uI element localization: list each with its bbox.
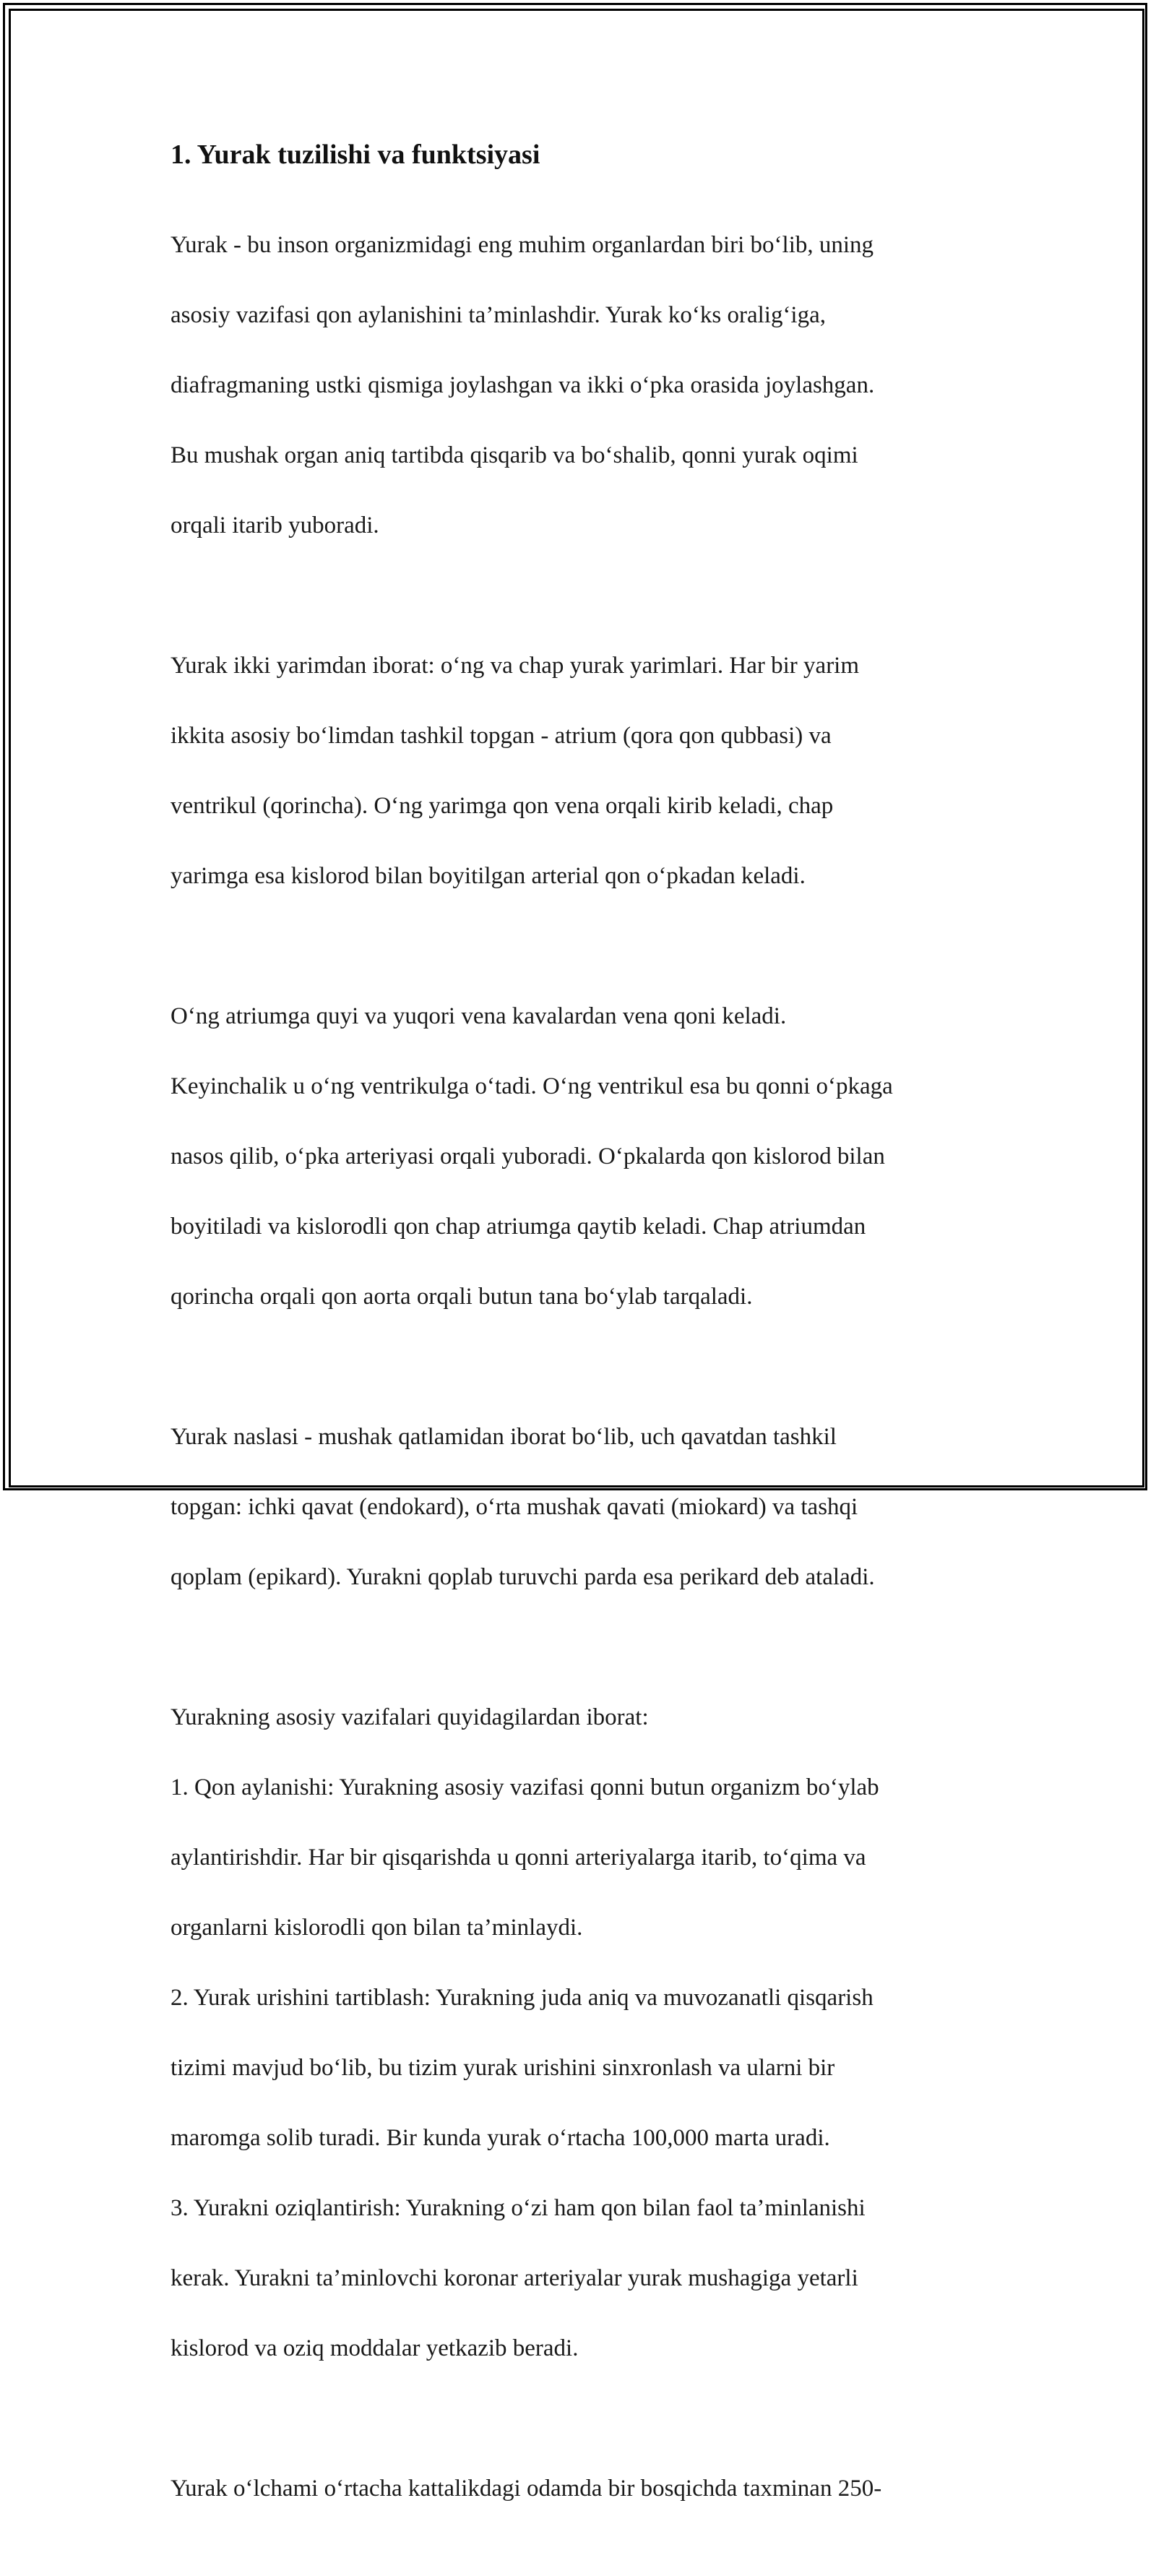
text-line: Yurak ikki yarimdan iborat: o‘ng va chap yurak yarimlari. Har bir yarim xyxy=(171,652,860,679)
paragraph-2 xyxy=(171,613,1023,929)
document-page xyxy=(171,134,1023,2576)
text-line: Yurak naslasi - mushak qatlamidan iborat bo‘lib, uch qavatdan tashkil xyxy=(171,1423,837,1450)
paragraph-5 xyxy=(171,1665,1023,2401)
section-title: 1. Yurak tuzilishi va funktsiyasi xyxy=(171,139,540,170)
text-line: topgan: ichki qavat (endokard), o‘rta mushak qavati (miokard) va tashqi xyxy=(171,1493,858,1520)
text-line: Yurakning asosiy vazifalari quyidagilardan iborat: xyxy=(171,1704,649,1730)
text-line: boyitiladi va kislorodli qon chap atriumga qaytib keladi. Chap atriumdan xyxy=(171,1213,866,1240)
paragraph-4 xyxy=(171,1384,1023,1630)
list-item-line: 3. Yurakni oziqlantirish: Yurakning o‘zi ham qon bilan faol ta’minlanishi xyxy=(171,2194,866,2221)
text-line: qorincha orqali qon aorta orqali butun tana bo‘ylab tarqaladi. xyxy=(171,1283,753,1310)
text-line: ventrikul (qorincha). O‘ng yarimga qon vena orqali kirib keladi, chap xyxy=(171,792,834,819)
text-line: Yurak - bu inson organizmidagi eng muhim organlardan biri bo‘lib, uning xyxy=(171,231,874,258)
paragraph-1 xyxy=(171,192,1023,578)
text-line: O‘ng atriumga quyi va yuqori vena kavalardan vena qoni keladi. xyxy=(171,1003,787,1029)
text-line: ikkita asosiy bo‘limdan tashkil topgan - atrium (qora qon qubbasi) va xyxy=(171,722,832,749)
text-line: aylantirishdir. Har bir qisqarishda u qonni arteriyalarga itarib, to‘qima va xyxy=(171,1844,866,1871)
paragraph-6 xyxy=(171,2436,1023,2541)
text-line: qoplam (epikard). Yurakni qoplab turuvchi parda esa perikard deb ataladi. xyxy=(171,1563,875,1590)
text-line: Yurak o‘lchami o‘rtacha kattalikdagi odamda bir bosqichda taxminan 250- xyxy=(171,2475,882,2502)
text-line: kislorod va oziq moddalar yetkazib beradi. xyxy=(171,2335,579,2361)
list-item-line: 2. Yurak urishini tartiblash: Yurakning juda aniq va muvozanatli qisqarish xyxy=(171,1984,874,2011)
text-line: organlarni kislorodli qon bilan ta’minlaydi. xyxy=(171,1914,583,1941)
text-line: tizimi mavjud bo‘lib, bu tizim yurak urishini sinxronlash va ularni bir xyxy=(171,2054,835,2081)
text-line: diafragmaning ustki qismiga joylashgan va ikki o‘pka orasida joylashgan. xyxy=(171,372,875,398)
text-line: asosiy vazifasi qon aylanishini ta’minlashdir. Yurak ko‘ks oralig‘iga, xyxy=(171,301,827,328)
text-line: maromga solib turadi. Bir kunda yurak o‘rtacha 100,000 marta uradi. xyxy=(171,2124,830,2151)
text-line: orqali itarib yuboradi. xyxy=(171,512,379,538)
text-line: Bu mushak organ aniq tartibda qisqarib va bo‘shalib, qonni yurak oqimi xyxy=(171,442,858,468)
text-line: kerak. Yurakni ta’minlovchi koronar arteriyalar yurak mushagiga yetarli xyxy=(171,2264,858,2291)
list-item-line: 1. Qon aylanishi: Yurakning asosiy vazifasi qonni butun organizm bo‘ylab xyxy=(171,1774,879,1800)
paragraph-3 xyxy=(171,963,1023,1349)
text-line: Keyinchalik u o‘ng ventrikulga o‘tadi. O‘ng ventrikul esa bu qonni o‘pkaga xyxy=(171,1073,893,1099)
text-line: nasos qilib, o‘pka arteriyasi orqali yuboradi. O‘pkalarda qon kislorod bilan xyxy=(171,1143,885,1169)
text-line: yarimga esa kislorod bilan boyitilgan arterial qon o‘pkadan keladi. xyxy=(171,862,806,889)
